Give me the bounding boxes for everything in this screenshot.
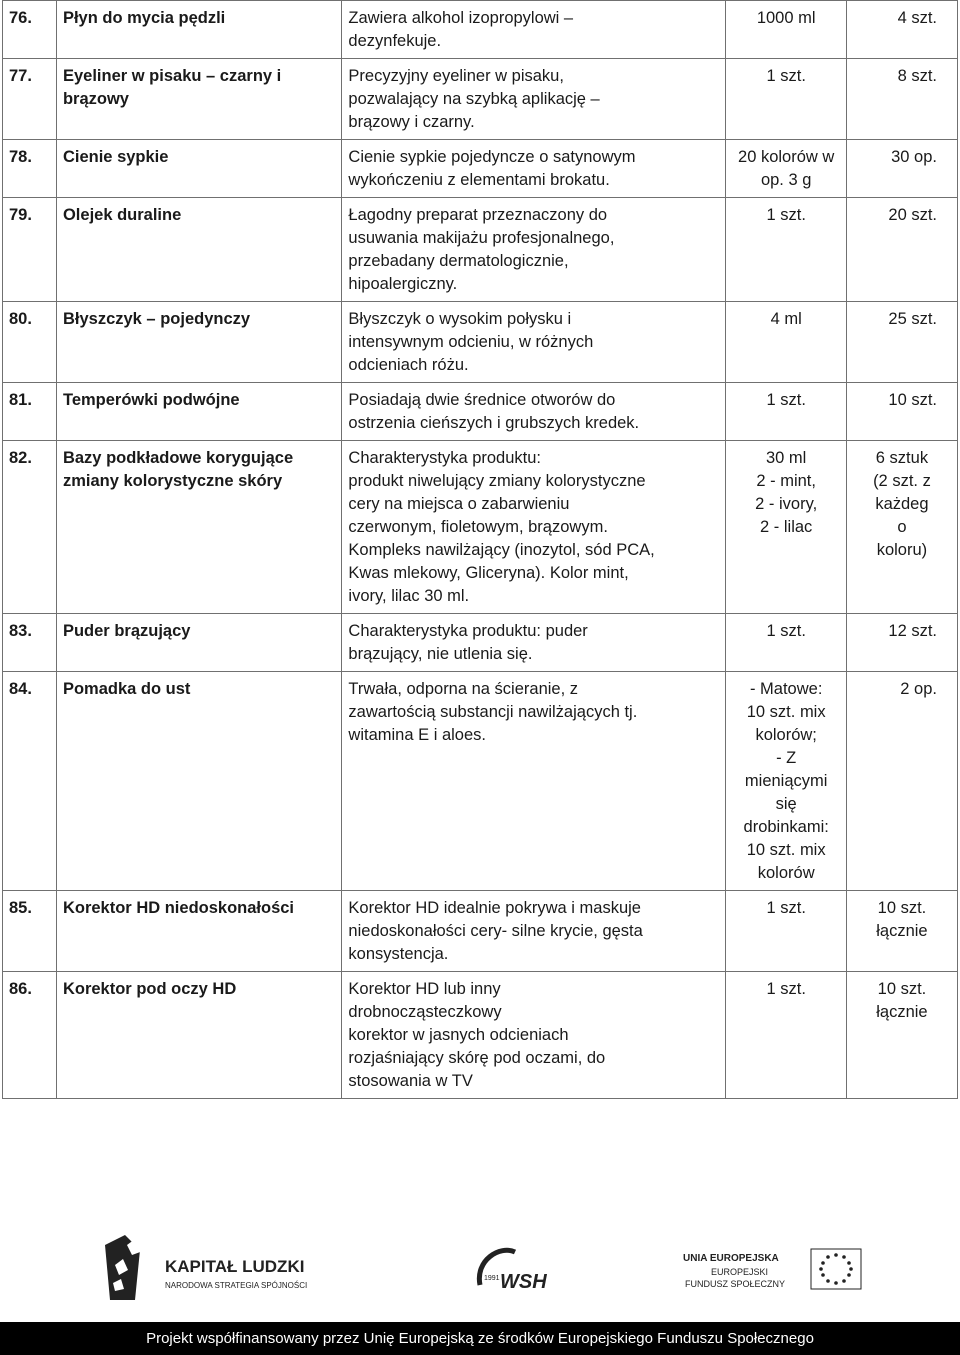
table-row — [3, 383, 958, 441]
qty-line: - Matowe: — [749, 680, 823, 698]
count-line: 20 szt. — [888, 206, 937, 224]
item-description — [342, 198, 726, 302]
qty-line: 2 - ivory, — [755, 495, 818, 513]
item-name: Puder brązujący — [56, 614, 341, 672]
desc-line: hipoalergiczny. — [348, 275, 458, 293]
qty-line: mieniącymi — [744, 772, 828, 790]
desc-line: brązowy i czarny. — [348, 113, 475, 131]
desc-line: pozwalający na szybką aplikację – — [348, 90, 600, 108]
ue-line1: UNIA EUROPEJSKA — [683, 1253, 779, 1264]
item-description — [342, 614, 726, 672]
qty-line: 20 kolorów w — [738, 148, 835, 166]
wsh-year: 1991 — [484, 1275, 500, 1282]
item-name: Cienie sypkie — [56, 140, 341, 198]
logo-strip — [0, 1215, 960, 1305]
item-count — [846, 891, 957, 972]
item-number: 84. — [3, 672, 57, 891]
item-name: Eyeliner w pisaku – czarny i brązowy — [56, 59, 341, 140]
qty-line: 1 szt. — [766, 899, 806, 917]
ue-line3: FUNDUSZ SPOŁECZNY — [685, 1279, 786, 1289]
qty-line: 1 szt. — [766, 391, 806, 409]
qty-line: 30 ml — [766, 449, 807, 467]
count-line: o — [897, 518, 907, 536]
item-count — [846, 140, 957, 198]
product-table — [2, 0, 958, 1099]
eu-stars-icon — [819, 1253, 853, 1285]
item-description — [342, 1, 726, 59]
table-row — [3, 441, 958, 614]
item-number: 80. — [3, 302, 57, 383]
desc-line: korektor w jasnych odcieniach — [348, 1026, 569, 1044]
item-quantity — [726, 614, 846, 672]
desc-line: intensywnym odcieniu, w różnych — [348, 333, 594, 351]
desc-line: ivory, lilac 30 ml. — [348, 587, 470, 605]
count-line: 10 szt. — [877, 980, 927, 998]
wsh-logo — [470, 1240, 550, 1295]
desc-line: Łagodny preparat przeznaczony do — [348, 206, 608, 224]
desc-line: drobnocząsteczkowy — [348, 1003, 502, 1021]
item-quantity — [726, 59, 846, 140]
count-line: 10 szt. — [888, 391, 937, 409]
item-quantity — [726, 140, 846, 198]
item-count — [846, 198, 957, 302]
desc-line: Zawiera alkohol izopropylowi – — [348, 9, 574, 27]
desc-line: Kompleks nawilżający (inozytol, sód PCA, — [348, 541, 655, 559]
qty-line: kolorów — [757, 864, 815, 882]
table-row — [3, 891, 958, 972]
desc-line: cery na miejsca o zabarwieniu — [348, 495, 570, 513]
desc-line: brązujący, nie utlenia się. — [348, 645, 533, 663]
item-count — [846, 614, 957, 672]
item-number: 85. — [3, 891, 57, 972]
count-line: 2 op. — [900, 680, 937, 698]
item-name: Korektor pod oczy HD — [56, 972, 341, 1099]
table-row — [3, 672, 958, 891]
desc-line: niedoskonałości cery- silne krycie, gęsta — [348, 922, 643, 940]
item-description — [342, 302, 726, 383]
desc-line: odcieniach różu. — [348, 356, 469, 374]
desc-line: przebadany dermatologicznie, — [348, 252, 569, 270]
item-count — [846, 1, 957, 59]
item-quantity — [726, 302, 846, 383]
desc-line: czerwonym, fioletowym, brązowym. — [348, 518, 608, 536]
count-line: łącznie — [876, 1003, 928, 1021]
desc-line: Trwała, odporna na ścieranie, z — [348, 680, 579, 698]
desc-line: wykończeniu z elementami brokatu. — [348, 171, 610, 189]
count-line: koloru) — [876, 541, 928, 559]
item-number: 79. — [3, 198, 57, 302]
count-line: łącznie — [876, 922, 928, 940]
desc-line: rozjaśniający skórę pod oczami, do — [348, 1049, 606, 1067]
desc-line: witamina E i aloes. — [348, 726, 486, 744]
desc-line: Charakterystyka produktu: — [348, 449, 542, 467]
wsh-text: WSH — [500, 1271, 547, 1293]
item-count — [846, 59, 957, 140]
desc-line: Korektor HD lub inny — [348, 980, 501, 998]
kapital-ludzki-logo — [95, 1225, 355, 1305]
item-count — [846, 672, 957, 891]
item-number: 81. — [3, 383, 57, 441]
qty-line: 2 - mint, — [756, 472, 816, 490]
item-count — [846, 383, 957, 441]
item-number: 83. — [3, 614, 57, 672]
item-count — [846, 302, 957, 383]
qty-line: drobinkami: — [743, 818, 829, 836]
item-description — [342, 383, 726, 441]
count-line: 10 szt. — [877, 899, 927, 917]
item-name: Bazy podkładowe korygujące zmiany kolorystyczne skóry — [56, 441, 341, 614]
qty-line: 10 szt. mix — [746, 841, 826, 859]
desc-line: zawartością substancji nawilżających tj. — [348, 703, 638, 721]
desc-line: dezynfekuje. — [348, 32, 442, 50]
item-quantity — [726, 383, 846, 441]
item-count — [846, 441, 957, 614]
qty-line: 4 ml — [770, 310, 802, 328]
desc-line: usuwania makijażu profesjonalnego, — [348, 229, 615, 247]
kapital-title: KAPITAŁ LUDZKI — [165, 1257, 305, 1276]
footer-banner: Projekt współfinansowany przez Unię Europejską ze środków Europejskiego Funduszu Społecznego — [0, 1322, 960, 1355]
item-name: Błyszczyk – pojedynczy — [56, 302, 341, 383]
desc-line: Posiadają dwie średnice otworów do — [348, 391, 616, 409]
qty-line: - Z — [776, 749, 797, 767]
item-quantity — [726, 972, 846, 1099]
item-description — [342, 441, 726, 614]
count-line: każdeg — [875, 495, 929, 513]
table-row — [3, 302, 958, 383]
desc-line: konsystencja. — [348, 945, 449, 963]
count-line: (2 szt. z — [873, 472, 931, 490]
table-row — [3, 198, 958, 302]
item-number: 86. — [3, 972, 57, 1099]
qty-line: 1000 ml — [756, 9, 816, 27]
desc-line: Błyszczyk o wysokim połysku i — [348, 310, 572, 328]
item-name: Olejek duraline — [56, 198, 341, 302]
item-quantity — [726, 672, 846, 891]
count-line: 4 szt. — [897, 9, 937, 27]
qty-line: op. 3 g — [760, 171, 812, 189]
qty-line: kolorów; — [755, 726, 817, 744]
item-quantity — [726, 441, 846, 614]
item-count — [846, 972, 957, 1099]
item-name: Korektor HD niedoskonałości — [56, 891, 341, 972]
desc-line: ostrzenia cieńszych i grubszych kredek. — [348, 414, 640, 432]
item-number: 78. — [3, 140, 57, 198]
item-number: 77. — [3, 59, 57, 140]
qty-line: 10 szt. mix — [746, 703, 826, 721]
qty-line: się — [775, 795, 797, 813]
item-description — [342, 891, 726, 972]
ue-efs-logo — [683, 1245, 863, 1305]
ue-line2: EUROPEJSKI — [711, 1267, 769, 1277]
qty-line: 1 szt. — [766, 206, 806, 224]
item-quantity — [726, 198, 846, 302]
desc-line: Cienie sypkie pojedyncze o satynowym — [348, 148, 636, 166]
qty-line: 1 szt. — [766, 622, 806, 640]
count-line: 25 szt. — [888, 310, 937, 328]
item-name: Temperówki podwójne — [56, 383, 341, 441]
qty-line: 2 - lilac — [760, 518, 813, 536]
qty-line: 1 szt. — [766, 980, 806, 998]
desc-line: Charakterystyka produktu: puder — [348, 622, 588, 640]
table-row — [3, 614, 958, 672]
count-line: 6 sztuk — [875, 449, 929, 467]
item-number: 82. — [3, 441, 57, 614]
count-line: 30 op. — [891, 148, 937, 166]
item-description — [342, 59, 726, 140]
table-row — [3, 1, 958, 59]
desc-line: stosowania w TV — [348, 1072, 473, 1090]
kapital-subtitle: NARODOWA STRATEGIA SPÓJNOŚCI — [165, 1281, 308, 1290]
item-description — [342, 672, 726, 891]
count-line: 8 szt. — [897, 67, 937, 85]
item-quantity — [726, 1, 846, 59]
item-quantity — [726, 891, 846, 972]
qty-line: 1 szt. — [766, 67, 806, 85]
item-number: 76. — [3, 1, 57, 59]
desc-line: Kwas mlekowy, Gliceryna). Kolor mint, — [348, 564, 629, 582]
desc-line: produkt niwelujący zmiany kolorystyczne — [348, 472, 646, 490]
item-description — [342, 140, 726, 198]
table-row — [3, 972, 958, 1099]
item-description — [342, 972, 726, 1099]
table-row — [3, 59, 958, 140]
item-name: Pomadka do ust — [56, 672, 341, 891]
item-name: Płyn do mycia pędzli — [56, 1, 341, 59]
count-line: 12 szt. — [888, 622, 937, 640]
table-row — [3, 140, 958, 198]
desc-line: Precyzyjny eyeliner w pisaku, — [348, 67, 564, 85]
desc-line: Korektor HD idealnie pokrywa i maskuje — [348, 899, 641, 917]
